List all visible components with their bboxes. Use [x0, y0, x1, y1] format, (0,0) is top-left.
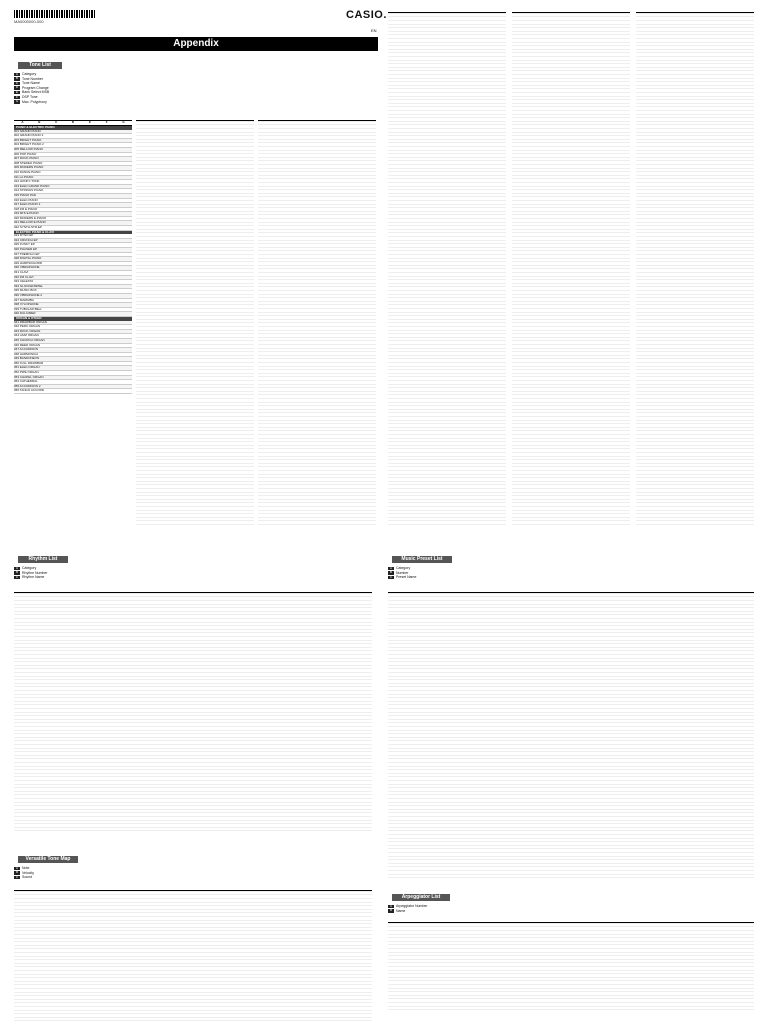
- tone-name: 054 CATHEDRAL: [14, 380, 38, 384]
- table-row: [14, 389, 132, 394]
- column-header: D: [71, 120, 75, 124]
- brand-logo: CASIO.: [346, 9, 387, 21]
- tone-name: 028 DIGITAL PIANO: [14, 257, 42, 261]
- vtm-legend-item: [14, 875, 84, 880]
- legend-key: B: [389, 570, 392, 575]
- legend-label: Category: [396, 566, 411, 570]
- legend-label: Program Change: [22, 85, 49, 90]
- preset-legend-item: [388, 575, 458, 580]
- tone-name: 012 HONKY-TONK: [14, 180, 40, 184]
- tone-name: 040 DULCIMER: [14, 312, 36, 316]
- legend-key: B: [15, 76, 18, 81]
- tone-name: 038 XYLOPHONE: [14, 303, 39, 307]
- legend-label: Rhythm Number: [22, 570, 48, 575]
- tone-name: 048 HARMONICA: [14, 352, 39, 356]
- tone-name: 023 DYNO EP: [14, 234, 34, 238]
- legend-key: A: [389, 565, 392, 570]
- legend-label: Note: [22, 866, 30, 870]
- legend-label: Velocity: [22, 870, 35, 875]
- tone-table-column-2: [136, 120, 254, 526]
- tone-name: 009 MODERN PIANO: [14, 166, 44, 170]
- tone-name: 004 BRIGHT PIANO 2: [14, 143, 44, 147]
- versatile-tone-map-title: Versatile Tone Map: [18, 856, 78, 863]
- tone-name: 029 HARPSICHORD: [14, 261, 43, 265]
- tone-table-column-6: [636, 12, 754, 528]
- legend-key: A: [389, 903, 392, 908]
- rhythm-list-legend: [14, 566, 84, 580]
- tone-name: 042 PERC.ORGAN: [14, 325, 41, 329]
- tone-name: 017 ELEC.PIANO 2: [14, 203, 41, 207]
- arpeggiator-table: [388, 922, 754, 1013]
- arp-legend-item: [388, 909, 458, 914]
- tone-name: 016 ELEC.PIANO: [14, 198, 38, 202]
- tone-name: 045 CHURCH ORGAN: [14, 338, 45, 342]
- legend-label: DSP Tone: [22, 94, 38, 99]
- category-header: ORGAN & OTHER: [14, 317, 132, 321]
- legend-label: Tone Number: [22, 76, 44, 81]
- legend-key: A: [15, 71, 18, 76]
- tone-name: 018 FM E.PIANO: [14, 207, 38, 211]
- tone-name: 035 MUSIC BOX: [14, 289, 37, 293]
- column-header: A: [21, 120, 24, 124]
- versatile-tone-map-legend: [14, 866, 84, 880]
- tone-name: 002 GRAND PIANO 2: [14, 134, 44, 138]
- tone-table-column-3: [258, 120, 376, 526]
- tone-name: 020 MODERN E.PIANO: [14, 216, 47, 220]
- tone-name: 013 ELEC.GRAND PIANO: [14, 184, 50, 188]
- tone-name: 025 FUNKY EP: [14, 243, 35, 247]
- tone-name: 001 GRAND PIANO: [14, 129, 41, 133]
- tone-name: 051 ELEC.ORGAN: [14, 366, 40, 370]
- music-preset-list-legend: [388, 566, 458, 580]
- legend-key: G: [15, 99, 19, 104]
- tone-name: 007 ROCK PIANO: [14, 157, 39, 161]
- music-preset-list-title: Music Preset List: [392, 556, 452, 563]
- tone-name: 030 VIBRAPHONE: [14, 266, 40, 270]
- tone-name: 011 LA PIANO: [14, 175, 34, 179]
- tone-name: 037 MARIMBA: [14, 298, 34, 302]
- rhythm-table: [14, 592, 372, 833]
- legend-label: Sound: [22, 875, 33, 880]
- rhythm-legend-item: [14, 575, 84, 580]
- column-header: F: [105, 120, 108, 124]
- tone-name: 053 CHAPEL ORGAN: [14, 375, 44, 379]
- tone-name: 014 STRINGS PIANO: [14, 189, 44, 193]
- legend-key: E: [15, 89, 18, 94]
- legend-key: A: [15, 565, 18, 570]
- legend-key: C: [389, 574, 393, 579]
- music-preset-table: [388, 592, 754, 878]
- legend-key: B: [15, 570, 18, 575]
- rhythm-list-title: Rhythm List: [18, 556, 68, 563]
- legend-key: C: [15, 80, 19, 85]
- tone-name: 043 ROCK ORGAN: [14, 329, 41, 333]
- versatile-tone-map-table: [14, 890, 372, 1021]
- tone-name: 021 MELLOW E.PIANO: [14, 221, 46, 225]
- tone-table-column: [14, 120, 132, 394]
- tone-name: 049 BANDONEON: [14, 357, 40, 361]
- tone-table-column-4: [388, 12, 506, 528]
- tone-name: 055 ACCORDION 2: [14, 384, 41, 388]
- column-header: C: [55, 120, 58, 124]
- tone-name: 041 DRAWBAR ORGAN: [14, 320, 47, 324]
- category-header: PIANO & ELECTRIC PIANO: [14, 126, 132, 130]
- legend-key: A: [15, 865, 18, 870]
- legend-label: Category: [22, 566, 37, 570]
- tone-name: 032 FM CLAVI: [14, 275, 34, 279]
- arpeggiator-list-title: Arpeggiator List: [392, 894, 450, 901]
- arpeggiator-list-legend: [388, 904, 458, 913]
- legend-label: Arpeggiator Number: [396, 904, 428, 908]
- tone-name: 024 CRUNCH EP: [14, 238, 38, 242]
- column-header: B: [38, 120, 41, 124]
- legend-key: C: [15, 574, 19, 579]
- category-header: ELECTRIC PIANO & CLAVI: [14, 231, 132, 235]
- legend-key: B: [389, 908, 392, 913]
- doc-number: MA0000000-000: [14, 19, 44, 24]
- tone-name: 026 PHASER EP: [14, 248, 38, 252]
- tone-name: 003 BRIGHT PIANO: [14, 138, 42, 142]
- tone-list-title: Tone List: [18, 62, 62, 69]
- legend-key: C: [15, 874, 19, 879]
- legend-label: Rhythm Name: [22, 575, 45, 580]
- legend-label: Max. Polyphony: [22, 99, 47, 104]
- tone-name: 034 GLOCKENSPIEL: [14, 284, 44, 288]
- language-code: EN: [371, 28, 377, 33]
- legend-label: Number: [396, 570, 409, 575]
- legend-label: Category: [22, 72, 37, 76]
- legend-label: Preset Name: [396, 575, 417, 580]
- legend-label: Tone Name: [22, 81, 40, 86]
- legend-key: B: [15, 870, 18, 875]
- barcode: [14, 10, 96, 18]
- column-header: E: [88, 120, 91, 124]
- tone-name: 027 TREMOLO EP: [14, 252, 40, 256]
- tone-name: 039 TUBULAR BELL: [14, 307, 42, 311]
- tone-name: 044 JAZZ ORGAN: [14, 334, 39, 338]
- tone-name: 031 CLAVI: [14, 271, 29, 274]
- tone-table-column-5: [512, 12, 630, 528]
- tone-name: 046 REED ORGAN: [14, 343, 41, 347]
- tone-name: 006 POP PIANO: [14, 152, 37, 156]
- tone-name: 047 ACCORDION: [14, 348, 39, 352]
- tone-name: 008 STEREO PIANO: [14, 161, 43, 165]
- tone-name: 033 CELESTA: [14, 280, 34, 284]
- page-title: Appendix: [14, 37, 378, 51]
- legend-label: Bank Select MSB: [22, 90, 50, 95]
- tone-name: 010 DANCE PIANO: [14, 170, 41, 174]
- tone-name: 056 TANGO ACCORD.: [14, 389, 45, 393]
- tone-list-legend: [14, 72, 84, 104]
- tone-name: 052 PIPE ORGAN: [14, 371, 39, 375]
- legend-key: F: [14, 96, 20, 100]
- legend-label: Name: [396, 908, 406, 913]
- tone-name: 005 MELLOW PIANO: [14, 147, 44, 151]
- tone-name: 036 VIBRAPHONE 2: [14, 293, 43, 297]
- tone-name: 015 PIANO PAD: [14, 193, 36, 197]
- tone-name: 019 60'S E.PIANO: [14, 212, 39, 216]
- column-header: G: [122, 120, 125, 124]
- tone-name: 022 SYNTH-STR.EP: [14, 226, 42, 230]
- tone-legend-item: [14, 100, 84, 105]
- legend-key: D: [15, 85, 19, 90]
- tone-name: 050 FULL DRAWBAR: [14, 361, 44, 365]
